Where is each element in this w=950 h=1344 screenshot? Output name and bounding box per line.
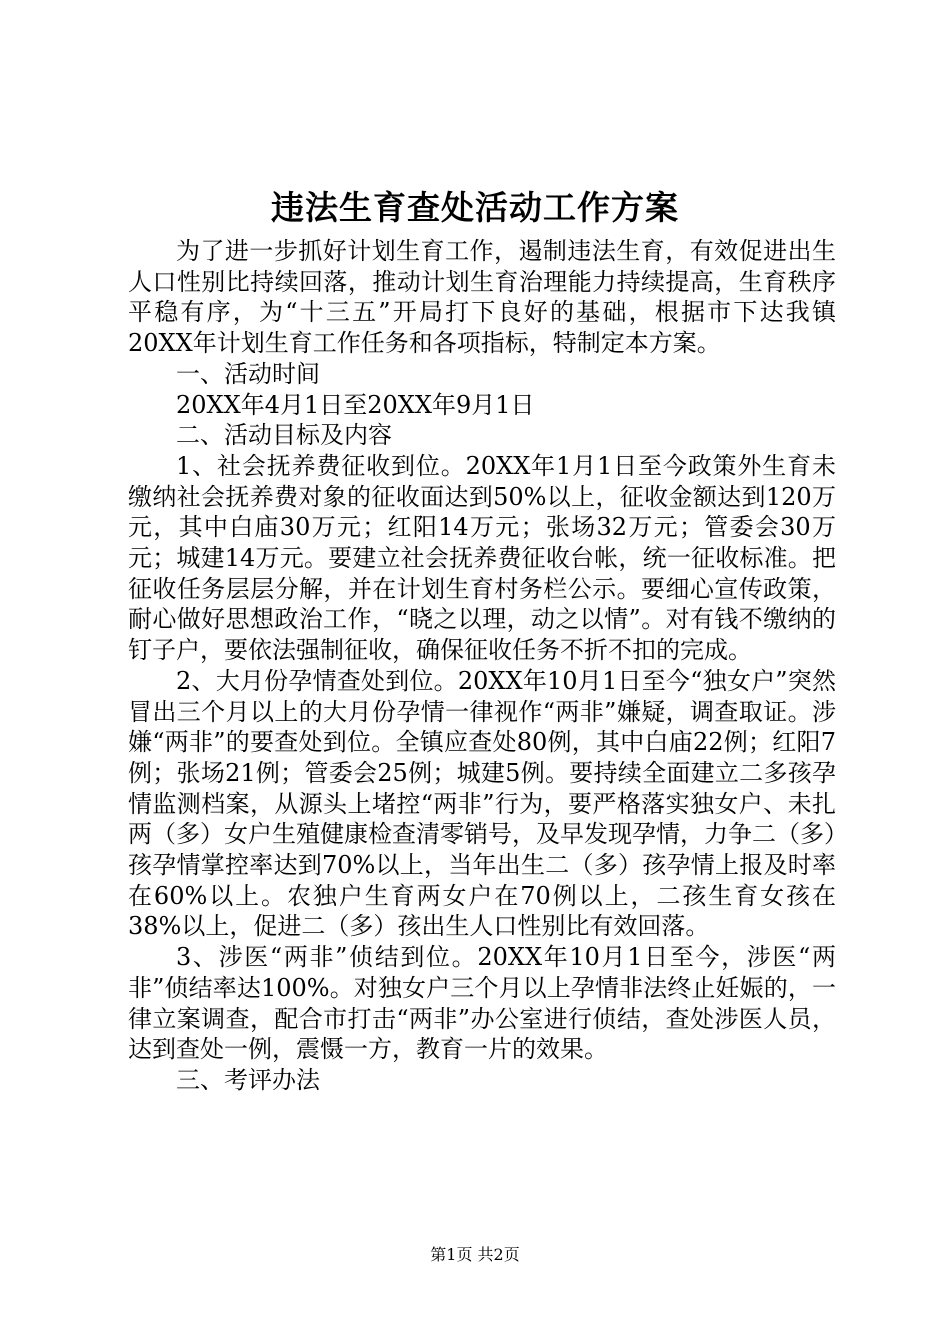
section-heading-goals: 二、活动目标及内容 [176, 421, 392, 450]
goal-paragraph-3: 3、涉医“两非”侦结到位。20XX年10月1日至今，涉医“两非”侦结率达100%。对独女户三个月以上孕情非法终止妊娠的，一律立案调查，配合市打击“两非”办公室进行侦结，查处涉医人员，达到查处一例，震慑一方，教育一片的效果。 [128, 943, 836, 1064]
section-heading-evaluation: 三、考评办法 [176, 1065, 320, 1094]
goal-paragraph-1: 1、社会抚养费征收到位。20XX年1月1日至今政策外生育未缴纳社会抚养费对象的征收面达到50%以上，征收金额达到120万元，其中白庙30万元；红阳14万元；张场32万元；管委会30万元；城建14万元。要建立社会抚养费征收台帐，统一征收标准。把征收任务层层分解，并在计划生育村务栏公示。要细心宣传政策，耐心做好思想政治工作，“晓之以理，动之以情”。对有钱不缴纳的钉子户，要依法强制征收，确保征收任务不折不扣的完成。 [128, 451, 836, 665]
document-body [128, 236, 836, 1096]
section-heading-activity-time: 一、活动时间 [176, 359, 320, 388]
intro-paragraph: 为了进一步抓好计划生育工作，遏制违法生育，有效促进出生人口性别比持续回落，推动计划生育治理能力持续提高，生育秩序平稳有序，为“十三五”开局打下良好的基础，根据市下达我镇20XX年计划生育工作任务和各项指标，特制定本方案。 [128, 237, 836, 358]
activity-time-text: 20XX年4月1日至20XX年9月1日 [176, 390, 535, 419]
page-number-footer: 第1页 共2页 [430, 1245, 520, 1264]
document-title: 违法生育查处活动工作方案 [271, 188, 679, 227]
goal-paragraph-2: 2、大月份孕情查处到位。20XX年10月1日至今“独女户”突然冒出三个月以上的大月份孕情一律视作“两非”嫌疑，调查取证。涉嫌“两非”的要查处到位。全镇应查处80例，其中白庙22例；红阳7例；张场21例；管委会25例；城建5例。要持续全面建立二多孩孕情监测档案，从源头上堵控“两非”行为，要严格落实独女户、未扎两（多）女户生殖健康检查清零销号，及早发现孕情，力争二（多）孩孕情掌控率达到70%以上，当年出生二（多）孩孕情上报及时率在60%以上。农独户生育两女户在70例以上，二孩生育女孩在38%以上，促进二（多）孩出生人口性别比有效回落。 [128, 666, 836, 941]
